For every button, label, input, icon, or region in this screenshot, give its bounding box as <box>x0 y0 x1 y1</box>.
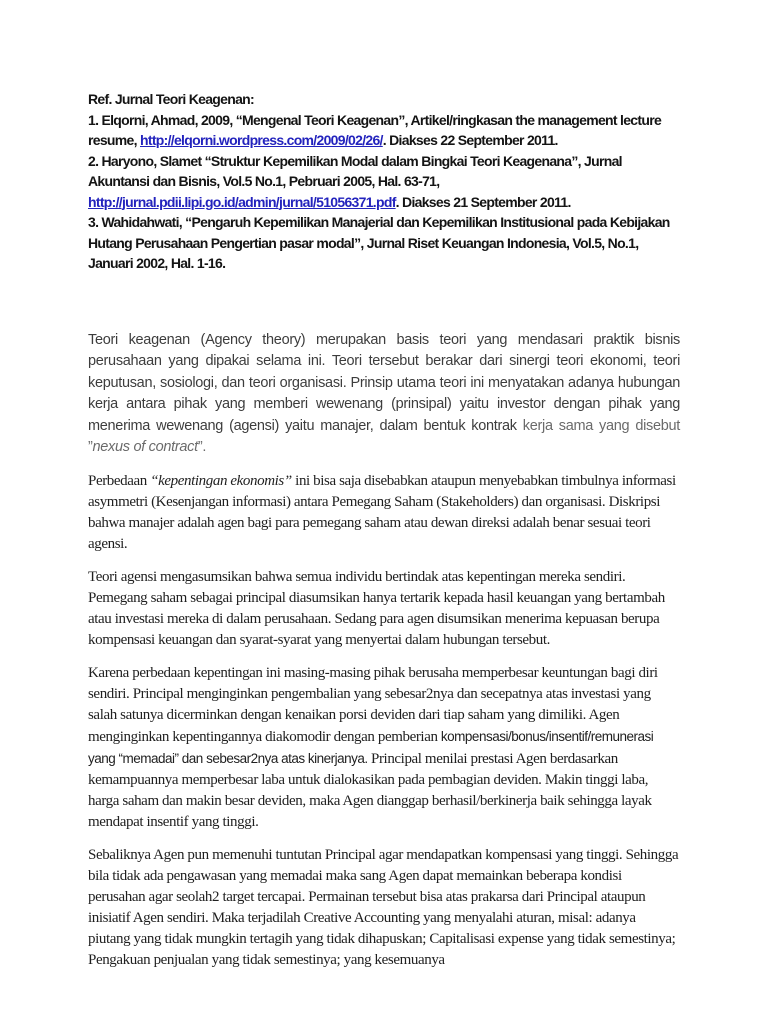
reference-link-elqorni[interactable]: http://elqorni.wordpress.com/2009/02/26/ <box>140 132 383 148</box>
paragraph-text: Sebaliknya Agen pun memenuhi tuntutan Principal agar mendapatkan kompensasi yang tinggi. Sehingga bila tidak ada pengawasan yang memadai maka sang Agen dapat memainkan beberapa kondisi perusahan agar seolah2 target tercapai. Permainan tersebut bisa atas prakarsa dari Principal ataupun inisiatif Agen sendiri. Maka terjadilah Creative Accounting yang menyalahi aturan, misal: adanya piutang yang tidak mungkin tertagih yang tidak dihapuskan; Capitalisasi expense yang tidak semestinya; Pengakuan penjualan yang tidak semestinya; yang kesemuanya <box>88 846 679 968</box>
paragraph-text: Perbedaan <box>88 472 151 489</box>
kepentingan-ekonomis-italic: “kepentingan ekonomis” <box>150 472 292 489</box>
paragraph-agency-theory-intro <box>88 330 680 459</box>
references-block <box>88 89 680 274</box>
paragraph-creative-accounting <box>88 845 680 971</box>
paragraph-text: Principal menilai prestasi Agen berdasarkan kemampuannya memperbesar laba untuk dialokasikan pada pembagian deviden. Makin tinggi laba, harga saham dan makin besar deviden, maka Agen dianggap berhasil/berkinerja baik sehingga layak mendapat insentif yang tinggi. <box>88 750 652 830</box>
reference-text: 1. Elqorni, Ahmad, 2009, “Mengenal Teori Keagenan”, Artikel/ringkasan the management lecture resume, <box>88 111 662 148</box>
reference-item-1 <box>88 110 680 151</box>
paragraph-text: kerja sama yang disebut ” <box>88 417 680 455</box>
paragraph-text: Teori agensi mengasumsikan bahwa semua individu bertindak atas kepentingan mereka sendiri. Pemegang saham sebagai principal diasumsikan hanya tertarik kepada hasil keuangan yang bertambah atau investasi mereka di dalam perusahaan. Sedang para agen disumsikan menerima kepuasan berupa kompensasi keuangan dan syarat-syarat yang menyertai dalam hubungan tersebut. <box>88 568 665 648</box>
page-content <box>88 89 680 971</box>
nexus-of-contract-italic: nexus of contract <box>92 439 198 455</box>
references-heading: Ref. Jurnal Teori Keagenan: <box>88 91 254 107</box>
paragraph-perbedaan-keuntungan <box>88 663 680 833</box>
paragraph-text: ”. <box>197 439 207 455</box>
reference-item-2 <box>88 151 680 213</box>
reference-text: . Diakses 22 September 2011. <box>382 132 558 148</box>
reference-link-lipi-pdf[interactable]: http://jurnal.pdii.lipi.go.id/admin/jurnal/51056371.pdf <box>88 193 396 210</box>
kompensasi-sans-segment: kompensasi/bonus/insentif/remunerasi yang “memadai” dan sebesar2nya atas kinerjanya. <box>88 728 654 766</box>
reference-text: 3. Wahidahwati, “Pengaruh Kepemilikan Manajerial dan Kepemilikan Institusional pada Kebijakan Hutang Perusahaan Pengertian pasar modal”, Jurnal Riset Keuangan Indonesia, Vol.5, No.1, Januari 2002, Hal. 1-16. <box>88 214 670 271</box>
reference-text: 2. Haryono, Slamet “Struktur Kepemilikan Modal dalam Bingkai Teori Keagenana”, Jurnal Akuntansi dan Bisnis, Vol.5 No.1, Pebruari 2005, Hal. 63-71, <box>88 152 622 189</box>
paragraph-perbedaan-kepentingan <box>88 471 680 555</box>
reference-text: . Diakses 21 September 2011. <box>395 193 571 210</box>
paragraph-text: Karena perbedaan kepentingan ini masing-masing pihak berusaha memperbesar keuntungan bagi diri sendiri. Principal menginginkan pengembalian yang sebesar2nya dan secepatnya atas investasi yang salah satunya dicerminkan dengan kenaikan porsi deviden dari tiap saham yang dimiliki. Agen menginginkan kepentingannya diakomodir dengan pemberian <box>88 664 658 745</box>
paragraph-teori-agensi-asumsi <box>88 567 680 651</box>
reference-item-3 <box>88 212 680 274</box>
paragraph-text: Teori keagenan (Agency theory) merupakan basis teori yang mendasari praktik bisnis perusahaan yang dipakai selama ini. Teori tersebut berakar dari sinergi teori ekonomi, teori keputusan, sosiologi, dan teori organisasi. Prinsip utama teori ini menyatakan adanya hubungan kerja antara pihak yang memberi wewenang (prinsipal) yaitu investor dengan pihak yang menerima wewenang (agensi) yaitu manajer, dalam bentuk kontrak <box>88 331 680 434</box>
paragraph-text: ini bisa saja disebabkan ataupun menyebabkan timbulnya informasi asymmetri (Kesenjangan informasi) antara Pemegang Saham (Stakeholders) dan organisasi. Diskripsi bahwa manajer adalah agen bagi para pemegang saham atau dewan direksi adalah benar sesuai teori agensi. <box>88 472 676 552</box>
